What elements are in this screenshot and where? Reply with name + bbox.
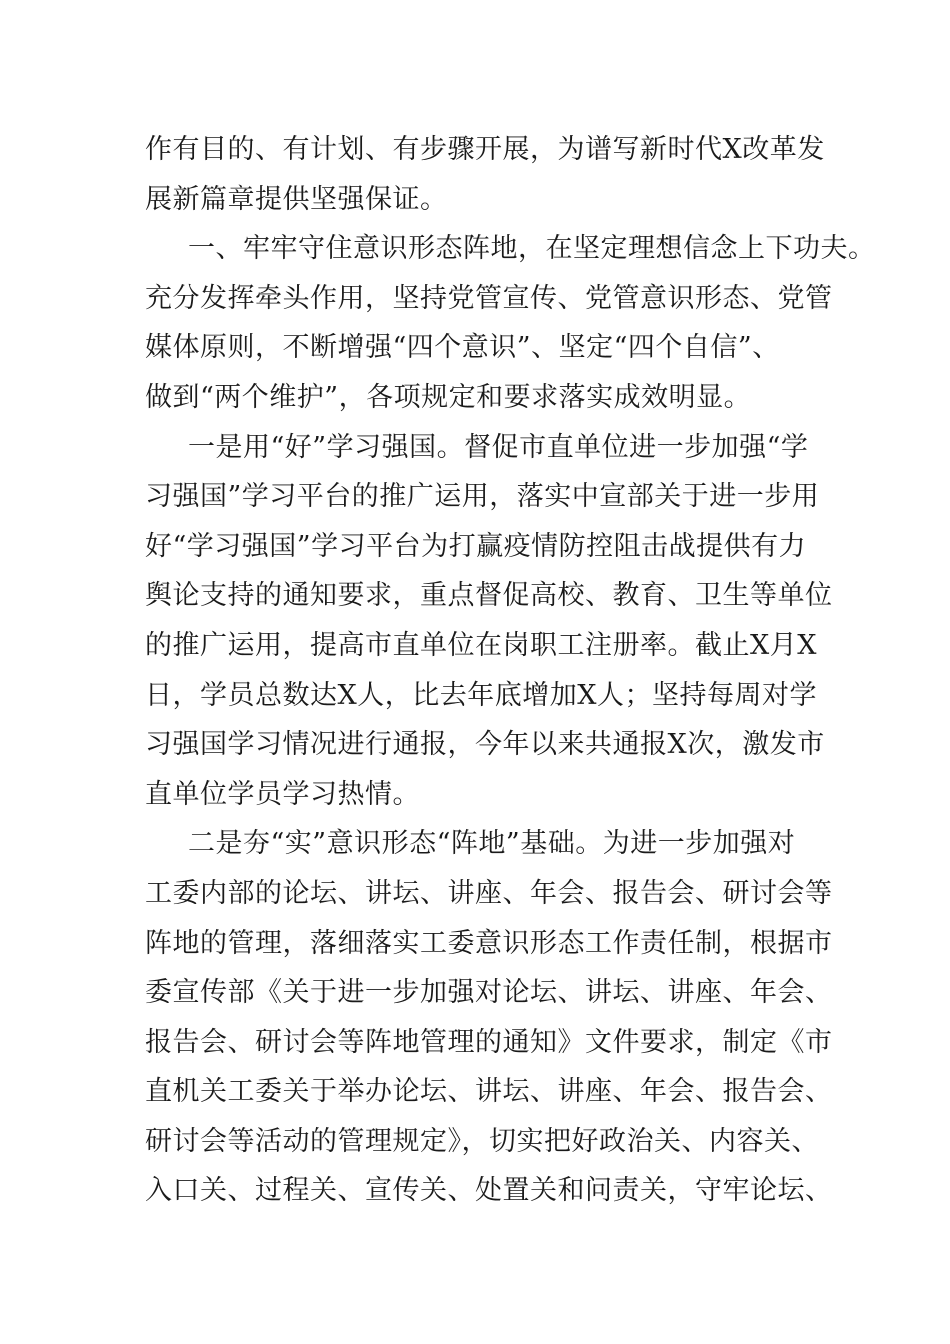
document-body [145,125,876,1216]
text-line: 工委内部的论坛、讲坛、讲座、年会、报告会、研讨会等 [145,877,833,909]
text-line: 习强国学习情况进行通报，今年以来共通报X次，激发市 [145,729,825,761]
text-line: 研讨会等活动的管理规定》，切实把好政治关、内容关、 [145,1125,819,1157]
text-line: 舆论支持的通知要求，重点督促高校、教育、卫生等单位 [145,580,833,612]
text-line: 直机关工委关于举办论坛、讲坛、讲座、年会、报告会、 [145,1076,833,1108]
paragraph-start: 二是夯“实”意识形态“阵地”基础。为进一步加强对 [188,828,796,860]
paragraph-start: 一是用“好”学习强国。督促市直单位进一步加强“学 [188,431,809,463]
text-line: 展新篇章提供坚强保证。 [145,183,448,215]
text-line: 好“学习强国”学习平台为打赢疫情防控阻击战提供有力 [145,530,807,562]
text-line: 作有目的、有计划、有步骤开展，为谱写新时代X改革发 [145,134,825,165]
text-line: 媒体原则，不断增强“四个意识”、坚定“四个自信”、 [145,332,780,364]
text-line: 做到“两个维护”，各项规定和要求落实成效明显。 [145,381,752,413]
text-line: 充分发挥牵头作用，坚持党管宣传、党管意识形态、党管 [145,282,833,314]
text-line: 阵地的管理，落细落实工委意识形态工作责任制，根据市 [145,927,833,959]
text-line: 入口关、过程关、宣传关、处置关和问责关，守牢论坛、 [145,1175,833,1207]
section-heading: 一、牢牢守住意识形态阵地，在坚定理想信念上下功夫。 [188,233,876,265]
text-line: 习强国”学习平台的推广运用，落实中宣部关于进一步用 [145,481,820,513]
text-line: 委宣传部《关于进一步加强对论坛、讲坛、讲座、年会、 [145,977,833,1009]
text-line: 日，学员总数达X人，比去年底增加X人；坚持每周对学 [145,679,817,711]
text-line: 直单位学员学习热情。 [145,778,420,810]
text-line: 报告会、研讨会等阵地管理的通知》文件要求，制定《市 [145,1026,833,1058]
text-line: 的推广运用，提高市直单位在岗职工注册率。截止X月X [145,629,817,661]
